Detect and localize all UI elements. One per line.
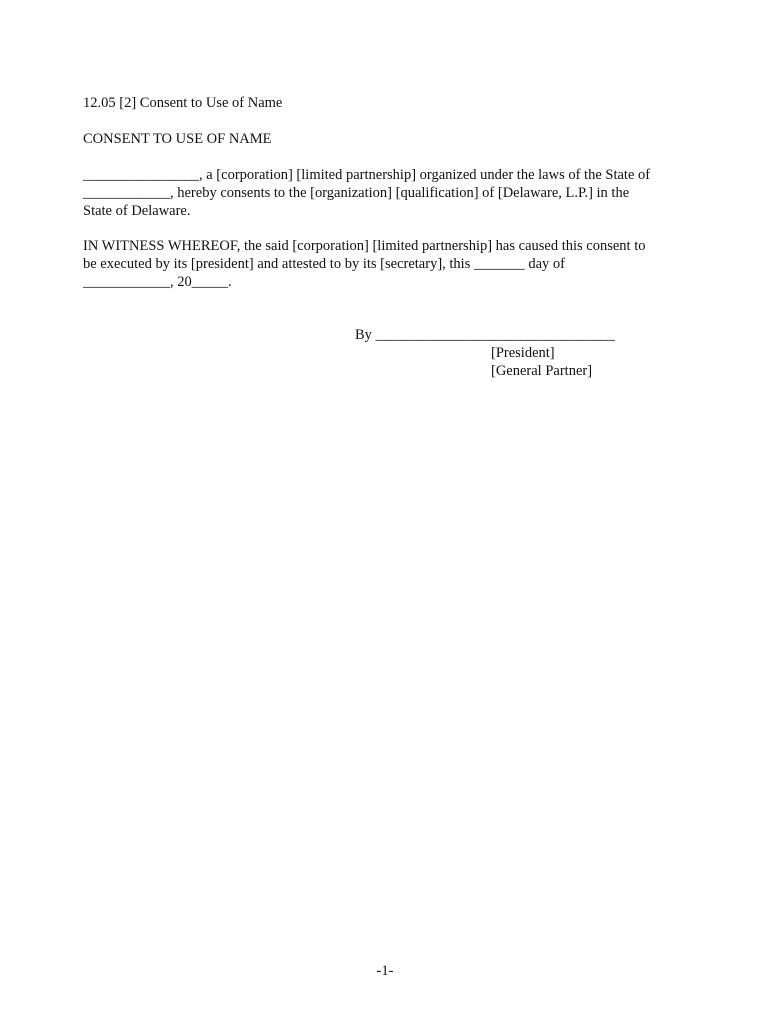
witness-line-1: IN WITNESS WHEREOF, the said [corporation] [limited partnership] has caused this consent to	[83, 238, 646, 254]
document-heading: 12.05 [2] Consent to Use of Name	[83, 95, 283, 111]
page-number: -1-	[376, 963, 394, 979]
signatory-title-general-partner: [General Partner]	[491, 363, 593, 379]
consent-line-3: State of Delaware.	[83, 203, 191, 219]
signature-line: By _________________________________	[355, 327, 615, 343]
witness-line-3: ____________, 20_____.	[83, 274, 232, 290]
consent-line-1: ________________, a [corporation] [limited partnership] organized under the laws of the State of	[83, 167, 651, 183]
document-title: CONSENT TO USE OF NAME	[83, 131, 272, 147]
signatory-title-president: [President]	[491, 345, 555, 361]
witness-line-2: be executed by its [president] and attested to by its [secretary], this _______ day of	[83, 256, 565, 272]
witness-paragraph	[83, 237, 693, 291]
consent-paragraph	[83, 166, 693, 220]
consent-line-2: ____________, hereby consents to the [organization] [qualification] of [Delaware, L.P.] in the	[83, 185, 630, 201]
